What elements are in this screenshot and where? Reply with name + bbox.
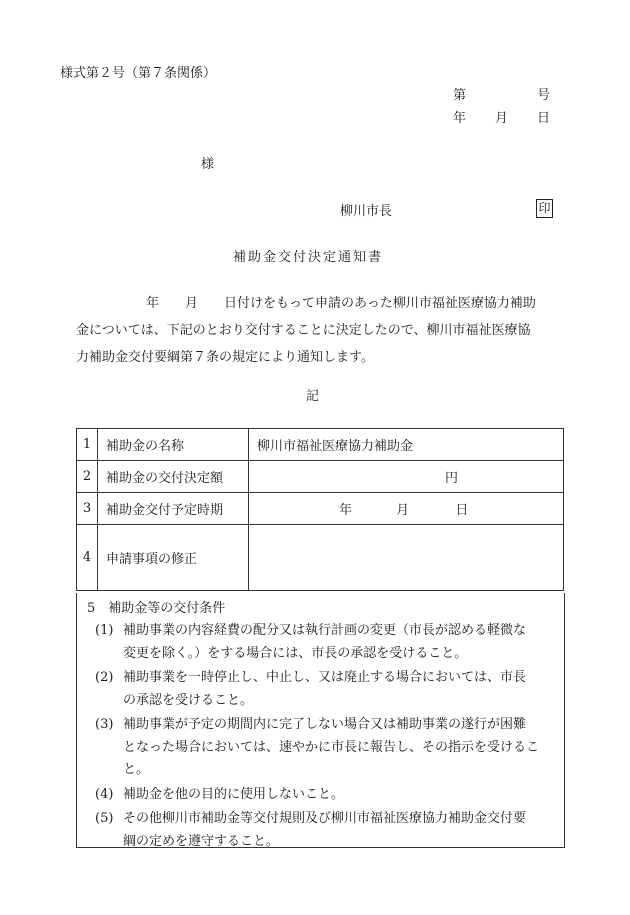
condition-marker: (5) xyxy=(95,811,114,826)
details-table xyxy=(76,428,564,591)
row-value: 柳川市福祉医療協力補助金 xyxy=(249,429,564,461)
form-id: 様式第２号（第７条関係） xyxy=(60,66,217,81)
body-line: 金については、下記のとおり交付することに決定したので、柳川市福祉医療協 xyxy=(76,323,531,338)
yen-unit: 円 xyxy=(445,471,459,486)
condition-item xyxy=(95,620,560,665)
condition-line: の承認を受けること。 xyxy=(123,692,254,708)
date-day: 日 xyxy=(537,111,551,126)
conditions-list xyxy=(95,620,560,855)
row-number: 3 xyxy=(77,493,98,525)
issuer-name: 柳川市長 xyxy=(340,204,393,219)
condition-line: 補助事業を一時停止し、中止し、又は廃止する場合においては、市長 xyxy=(123,670,527,685)
condition-line: その他柳川市補助金等交付規則及び柳川市福祉医療協力補助金交付要 xyxy=(123,811,527,826)
body-line: 力補助金交付要綱第７条の規定により通知します。 xyxy=(76,350,374,365)
condition-marker: (4) xyxy=(95,786,114,802)
schedule-day: 日 xyxy=(455,503,469,518)
recipient-honorific: 様 xyxy=(201,157,215,172)
seal-stamp: 印 xyxy=(536,199,553,218)
row-number: 1 xyxy=(77,429,98,461)
condition-line: 補助事業の内容経費の配分又は執行計画の変更（市長が認める軽微な xyxy=(123,623,527,638)
condition-line: と。 xyxy=(123,762,150,777)
condition-marker: (1) xyxy=(95,623,114,638)
condition-line: 変更を除く。）をする場合には、市長の承認を受けること。 xyxy=(123,645,468,661)
row-label: 補助金の名称 xyxy=(98,429,249,461)
row-label: 補助金交付予定時期 xyxy=(98,493,249,525)
condition-line: 補助金を他の目的に使用しないこと。 xyxy=(123,786,345,802)
table-row xyxy=(77,461,564,493)
condition-line: 綱の定めを遵守すること。 xyxy=(123,833,280,849)
condition-item xyxy=(95,667,560,712)
conditions-section xyxy=(76,593,565,848)
condition-marker: (2) xyxy=(95,670,114,685)
condition-marker: (3) xyxy=(95,717,114,732)
condition-item xyxy=(95,714,560,782)
condition-item xyxy=(95,808,560,853)
table-row xyxy=(77,493,564,525)
row-value xyxy=(249,525,564,591)
condition-line: となった場合においては、速やかに市長に報告し、その指示を受けるこ xyxy=(123,739,540,755)
amount-cell xyxy=(249,461,564,493)
conditions-title: 5 補助金等の交付条件 xyxy=(87,601,226,616)
schedule-year: 年 xyxy=(339,503,353,518)
ki-heading: 記 xyxy=(306,389,320,404)
date-month: 月 xyxy=(495,111,509,126)
body-line: 年 月 日付けをもって申請のあった柳川市福祉医療協力補助 xyxy=(146,296,536,311)
condition-line: 補助事業が予定の期間内に完了しない場合又は補助事業の遂行が困難 xyxy=(123,717,527,732)
date-year: 年 xyxy=(453,111,467,126)
table-row xyxy=(77,429,564,461)
document-title: 補助金交付決定通知書 xyxy=(233,250,384,265)
row-number: 2 xyxy=(77,461,98,493)
row-label: 申請事項の修正 xyxy=(98,525,249,591)
condition-item xyxy=(95,784,560,807)
table-row xyxy=(77,525,564,591)
schedule-cell xyxy=(249,493,564,525)
row-label: 補助金の交付決定額 xyxy=(98,461,249,493)
body-paragraph xyxy=(76,290,566,371)
doc-number-prefix: 第 xyxy=(453,88,467,103)
row-number: 4 xyxy=(77,525,98,591)
schedule-month: 月 xyxy=(396,503,410,518)
doc-number-suffix: 号 xyxy=(537,88,551,103)
